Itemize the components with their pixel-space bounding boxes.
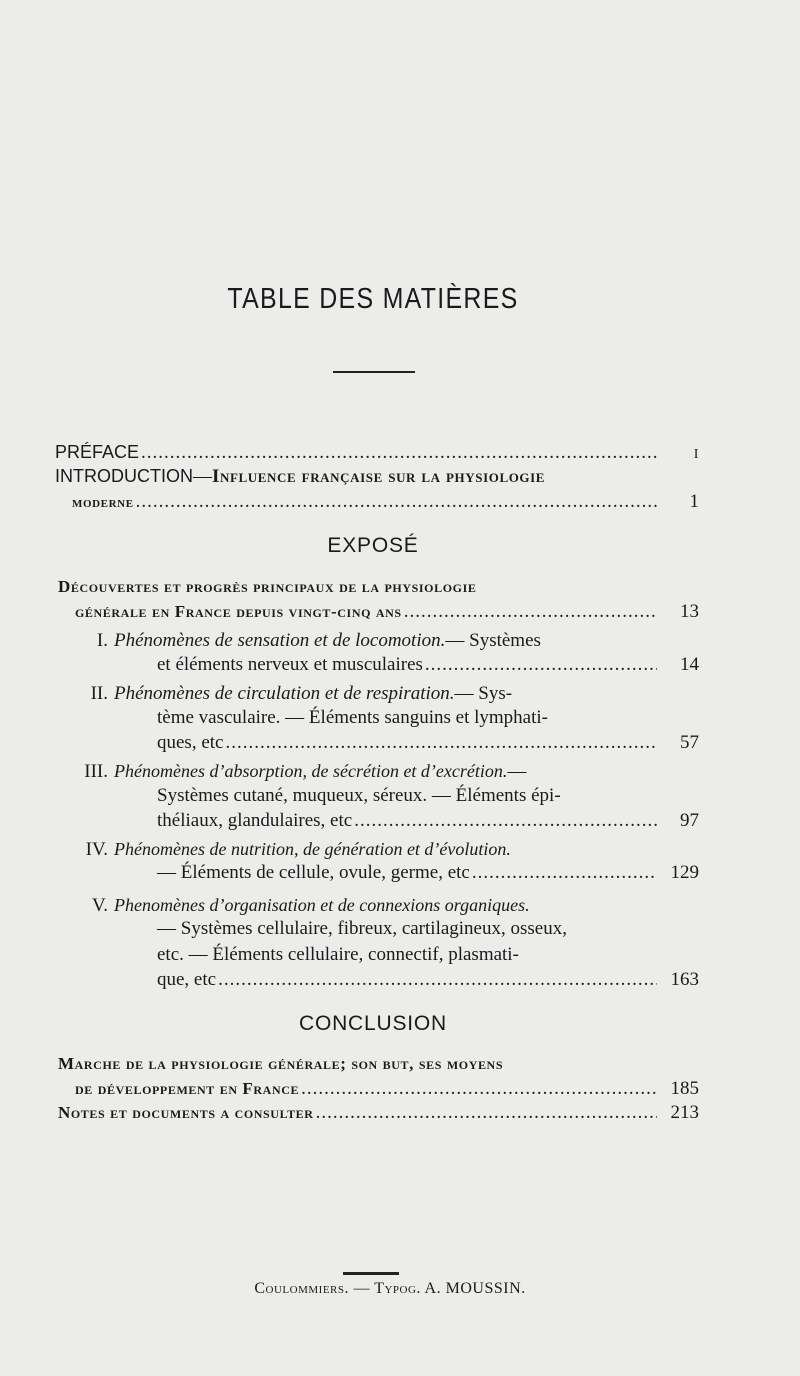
- item-title-rest: —: [507, 761, 527, 782]
- introduction-page: 1: [689, 491, 699, 512]
- printer-colophon: Coulommiers. — Typog. A. MOUSSIN.: [254, 1280, 526, 1297]
- toc-item-4-line1: [72, 837, 699, 862]
- toc-entry-decouvertes-line1: [58, 575, 699, 599]
- item-title: Phenomènes d’organisation et de connexions organiques.: [114, 895, 530, 915]
- decouvertes-page: 13: [680, 601, 699, 622]
- toc-item-2-line2: [157, 706, 699, 730]
- introduction-subtitle-cont: moderne: [72, 494, 134, 511]
- item-numeral: III.: [84, 761, 108, 782]
- marche-title: Marche de la physiologie générale; son but, ses moyens: [58, 1054, 504, 1073]
- toc-entry-notes: [58, 1101, 699, 1125]
- item-page: 129: [670, 862, 699, 883]
- leader-dots: [425, 653, 657, 677]
- preface-label: PRÉFACE: [55, 442, 140, 462]
- item-numeral: II.: [90, 683, 108, 704]
- introduction-dash: —: [193, 466, 212, 487]
- toc-item-2-line1: [72, 682, 699, 706]
- leader-dots: [404, 600, 657, 624]
- item-title: Phénomènes de circulation et de respiration.: [114, 683, 455, 704]
- decouvertes-title-cont: générale en France depuis vingt-cinq ans: [75, 602, 402, 621]
- item-page: 97: [680, 810, 699, 831]
- item-subtitle: — Systèmes cellulaire, fibreux, cartilagineux, osseux,: [157, 918, 567, 939]
- toc-entry-marche-line1: [58, 1052, 699, 1076]
- toc-item-5-line2: [157, 917, 699, 941]
- item-numeral: I.: [96, 630, 108, 651]
- introduction-label: INTRODUCTION: [55, 466, 193, 486]
- toc-item-5-line4: [157, 968, 699, 992]
- item-page: 57: [680, 732, 699, 753]
- leader-dots: [218, 968, 657, 992]
- marche-page: 185: [670, 1078, 699, 1099]
- item-numeral: IV.: [85, 839, 108, 860]
- item-page: 14: [680, 654, 699, 675]
- item-subtitle-cont: que, etc: [157, 969, 217, 990]
- toc-entry-decouvertes-line2: [75, 600, 699, 624]
- item-title: Phénomènes d’absorption, de sécrétion et d’excrétion.: [114, 761, 508, 781]
- item-title-rest: — Sys-: [454, 683, 513, 704]
- toc-entry-introduction-line2: [72, 490, 699, 515]
- section-heading-conclusion: CONCLUSION: [298, 1012, 448, 1035]
- section-heading-expose: EXPOSÉ: [327, 534, 419, 557]
- item-subtitle: et éléments nerveux et musculaires: [157, 654, 423, 675]
- leader-dots: [316, 1101, 657, 1125]
- item-subtitle: tème vasculaire. — Éléments sanguins et lymphati-: [157, 707, 548, 728]
- preface-page: I: [693, 447, 699, 462]
- notes-title: Notes et documents a consulter: [58, 1103, 314, 1122]
- leader-dots: [472, 861, 657, 885]
- toc-entry-preface: [55, 440, 699, 467]
- toc-item-1-line2: [157, 653, 699, 677]
- toc-item-1-line1: [72, 629, 699, 653]
- item-subtitle: — Éléments de cellule, ovule, germe, etc: [157, 862, 470, 883]
- item-subtitle-cont: etc. — Éléments cellulaire, connectif, plasmati-: [157, 944, 519, 965]
- decouvertes-title: Découvertes et progrès principaux de la physiologie: [58, 577, 477, 596]
- item-subtitle-cont: ques, etc: [157, 732, 224, 753]
- toc-entry-marche-line2: [75, 1077, 699, 1101]
- toc-item-2-line3: [157, 731, 699, 755]
- leader-dots: [136, 490, 657, 514]
- leader-dots: [354, 809, 657, 833]
- item-numeral: V.: [91, 895, 108, 916]
- item-title: Phénomènes de sensation et de locomotion.: [114, 630, 446, 651]
- toc-item-5-line3: [157, 943, 699, 967]
- leader-dots: [225, 731, 657, 755]
- toc-entry-introduction-line1: [55, 464, 699, 489]
- item-page: 163: [670, 969, 699, 990]
- footer-rule: [343, 1272, 399, 1275]
- page-title: TABLE DES MATIÈRES: [227, 283, 519, 315]
- item-title-rest: — Systèmes: [445, 630, 541, 651]
- title-rule: [333, 371, 415, 373]
- toc-item-3-line2: [157, 784, 699, 808]
- introduction-subtitle: Influence française sur la physiologie: [212, 466, 546, 487]
- item-subtitle-cont: théliaux, glandulaires, etc: [157, 810, 353, 831]
- leader-dots: [301, 1077, 657, 1101]
- item-subtitle: Systèmes cutané, muqueux, séreux. — Éléments épi-: [157, 785, 561, 806]
- notes-page: 213: [670, 1102, 699, 1123]
- toc-item-3-line3: [157, 809, 699, 833]
- marche-title-cont: de développement en France: [75, 1079, 300, 1098]
- leader-dots: [141, 441, 657, 465]
- toc-item-5-line1: [72, 893, 699, 918]
- toc-item-3-line1: [72, 759, 699, 784]
- item-title: Phénomènes de nutrition, de génération et d’évolution.: [114, 839, 511, 859]
- toc-item-4-line2: [157, 861, 699, 885]
